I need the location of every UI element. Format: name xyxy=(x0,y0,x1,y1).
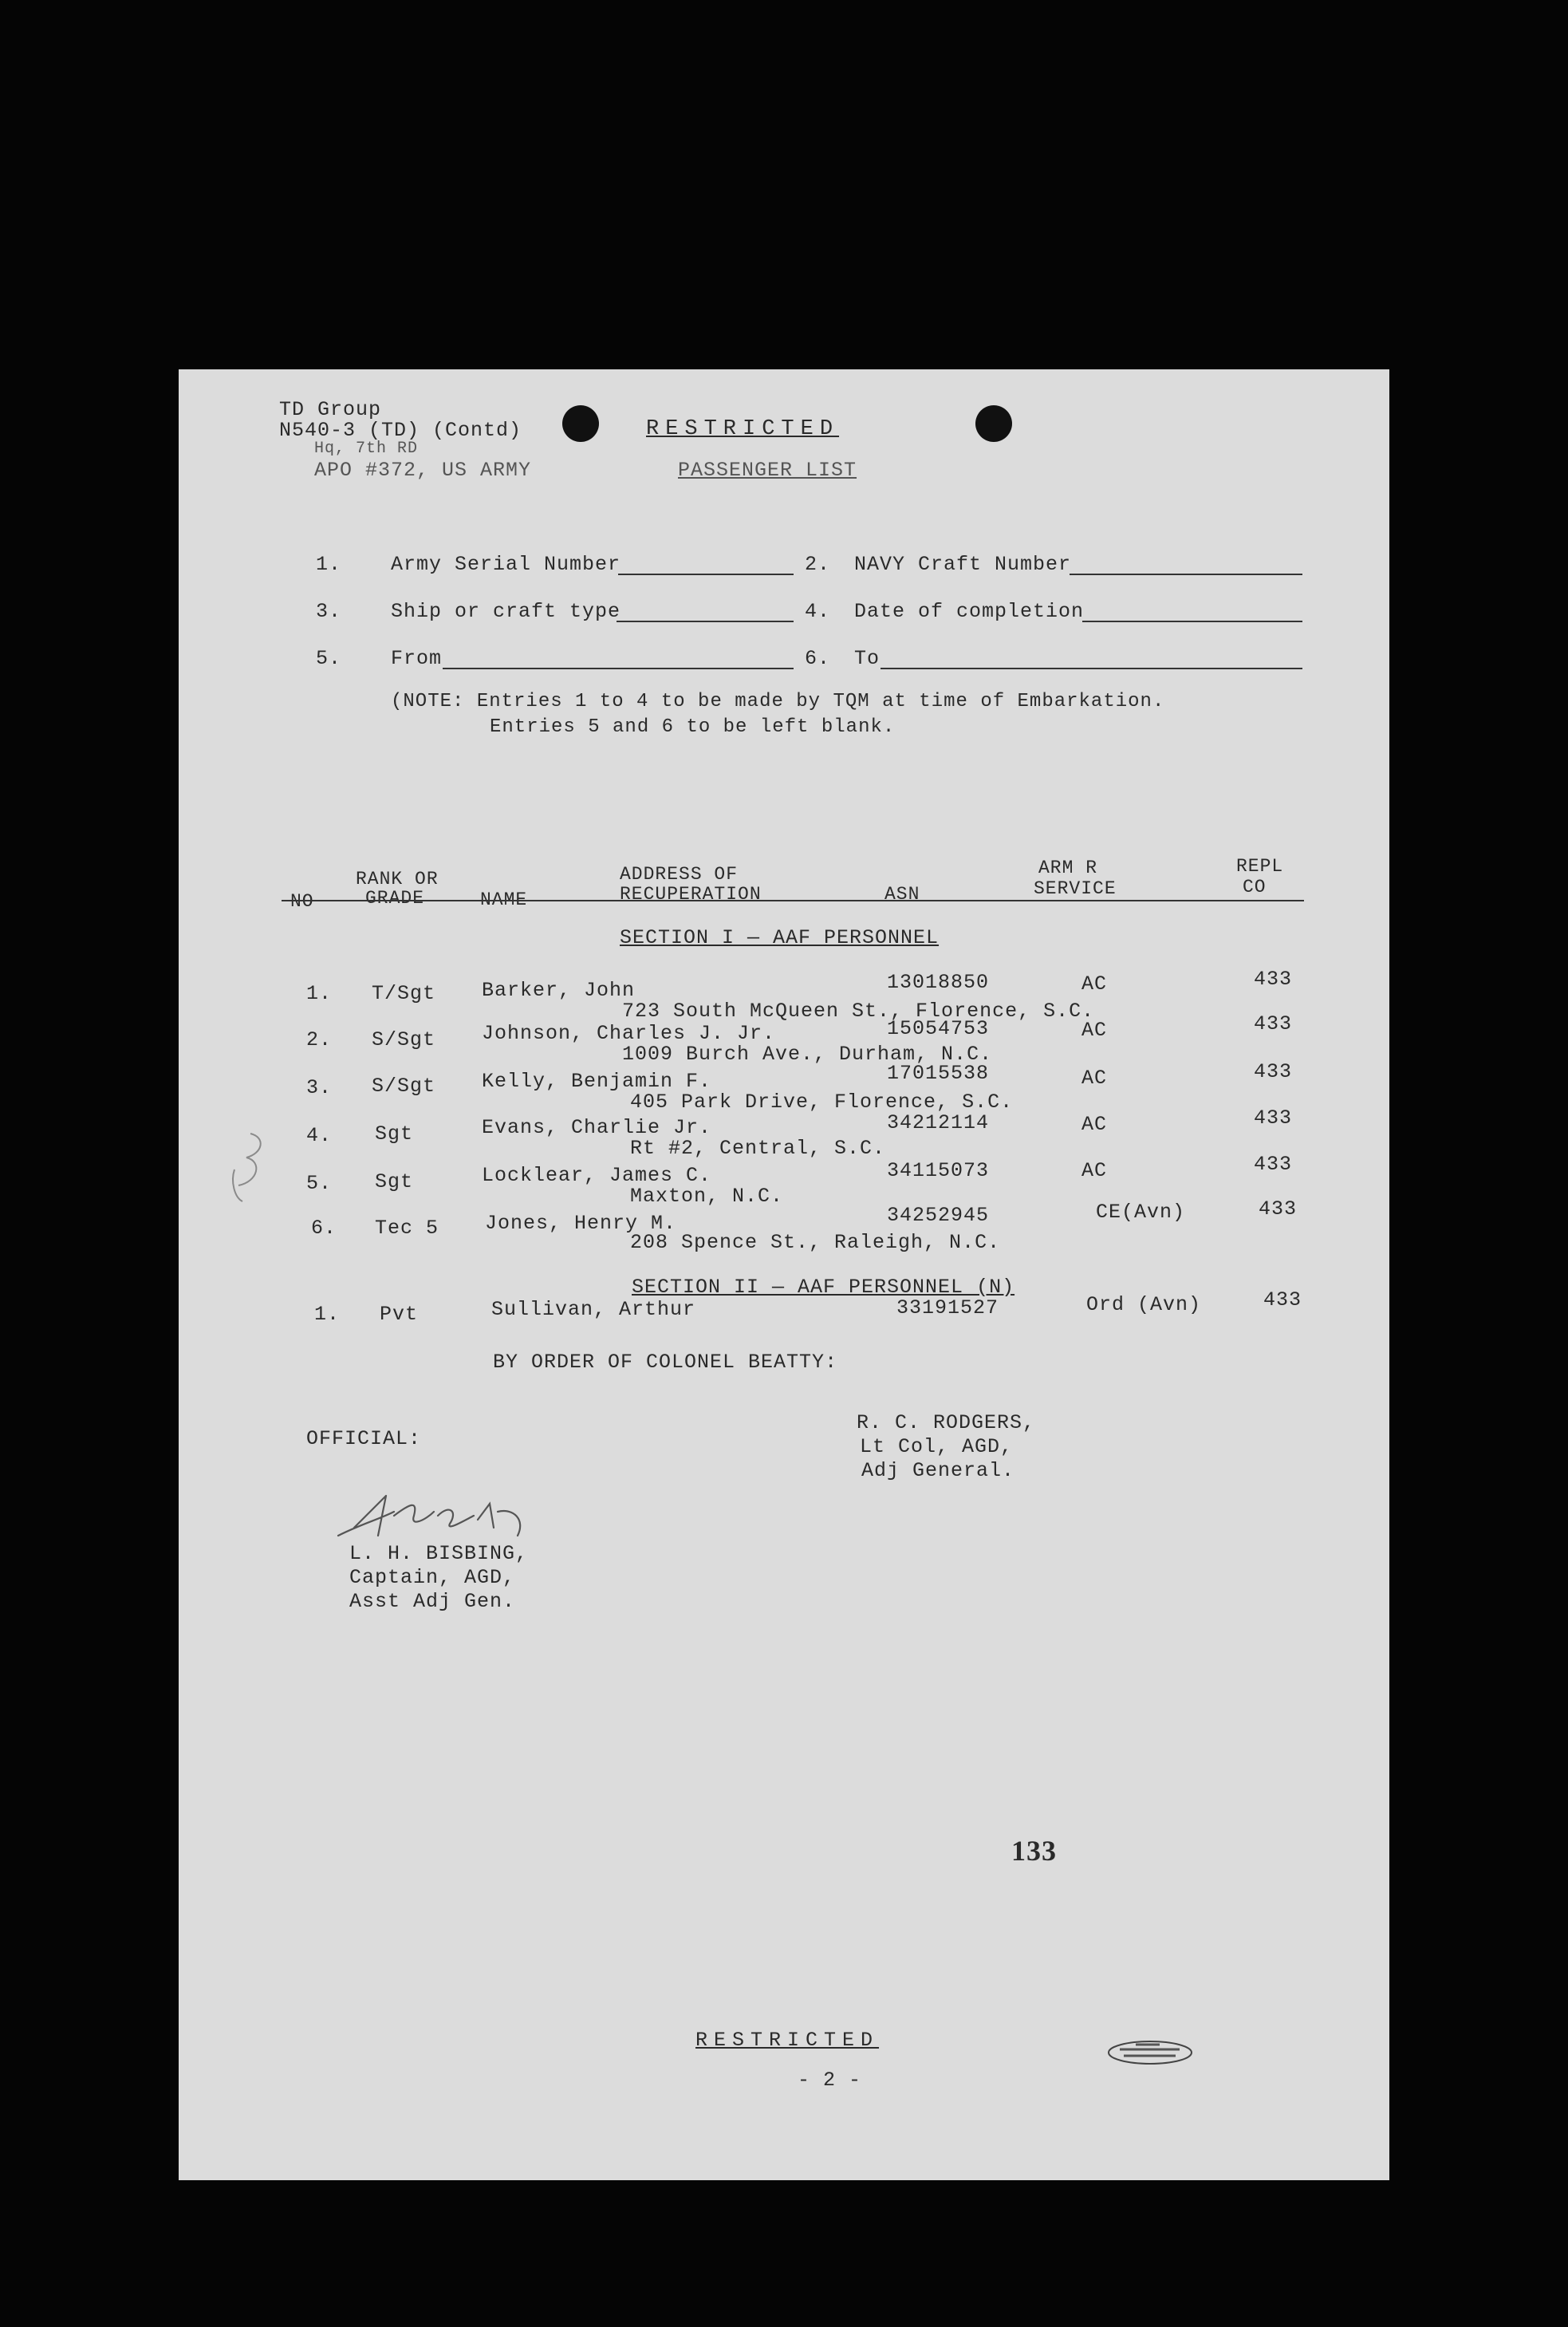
field-4-blank xyxy=(1082,621,1302,622)
row-address: Maxton, N.C. xyxy=(630,1185,784,1208)
official-title: Asst Adj Gen. xyxy=(349,1590,516,1613)
row-rank: S/Sgt xyxy=(372,1028,436,1051)
row-address: 723 South McQueen St., Florence, S.C. xyxy=(622,1000,1095,1023)
field-6-blank xyxy=(881,668,1302,669)
row-arm: CE(Avn) xyxy=(1096,1201,1186,1224)
row-rank: Pvt xyxy=(380,1303,419,1326)
row-asn: 34212114 xyxy=(887,1111,990,1134)
row-asn: 15054753 xyxy=(887,1017,990,1040)
field-2-label: NAVY Craft Number xyxy=(854,553,1072,576)
row-name: Jones, Henry M. xyxy=(485,1212,677,1235)
by-order-line: BY ORDER OF COLONEL BEATTY: xyxy=(493,1351,838,1374)
row-asn: 13018850 xyxy=(887,971,990,994)
row-arm: AC xyxy=(1081,972,1108,996)
official-label: OFFICIAL: xyxy=(306,1427,422,1450)
field-1-blank xyxy=(618,574,794,575)
row-rank: Sgt xyxy=(375,1122,414,1146)
official-rank: Captain, AGD, xyxy=(349,1566,516,1589)
field-5-number: 5. xyxy=(316,647,342,670)
field-4-number: 4. xyxy=(805,600,831,623)
note-line-1: (NOTE: Entries 1 to 4 to be made by TQM at time of Embarkation. xyxy=(391,691,1165,712)
row-address: 405 Park Drive, Florence, S.C. xyxy=(630,1091,1014,1114)
handwritten-signature xyxy=(330,1480,538,1552)
page-marker: - 2 - xyxy=(798,2069,862,2092)
archive-stamp-icon xyxy=(1104,2032,1200,2072)
row-no: 6. xyxy=(311,1217,337,1240)
col-header-rank-1: RANK OR xyxy=(356,869,439,889)
section-1-heading: SECTION I — AAF PERSONNEL xyxy=(620,926,940,949)
field-5-blank xyxy=(443,668,794,669)
col-header-repl-2: CO xyxy=(1243,877,1267,897)
row-rank: Sgt xyxy=(375,1170,414,1193)
classification-header: RESTRICTED xyxy=(646,417,840,441)
row-repl: 433 xyxy=(1254,1153,1293,1176)
field-2-blank xyxy=(1070,574,1302,575)
row-name: Johnson, Charles J. Jr. xyxy=(482,1022,776,1045)
field-6-number: 6. xyxy=(805,647,831,670)
row-asn: 17015538 xyxy=(887,1062,990,1085)
row-asn: 33191527 xyxy=(896,1296,999,1319)
field-5-label: From xyxy=(391,647,443,670)
document-page xyxy=(179,369,1389,2180)
row-no: 1. xyxy=(306,982,333,1005)
col-header-rank-2: GRADE xyxy=(365,888,425,909)
stamped-number: 133 xyxy=(1011,1835,1057,1867)
unit-line-3: Hq, 7th RD xyxy=(314,440,419,458)
document-title: PASSENGER LIST xyxy=(678,459,857,482)
unit-line-4: APO #372, US ARMY xyxy=(314,459,532,482)
signer-rank: Lt Col, AGD, xyxy=(860,1435,1014,1458)
col-header-name: NAME xyxy=(480,889,528,910)
signer-name: R. C. RODGERS, xyxy=(857,1411,1036,1434)
row-name: Kelly, Benjamin F. xyxy=(482,1070,712,1093)
row-repl: 433 xyxy=(1259,1197,1298,1221)
row-no: 1. xyxy=(314,1303,341,1326)
row-no: 2. xyxy=(306,1028,333,1051)
field-3-blank xyxy=(617,621,794,622)
row-no: 4. xyxy=(306,1124,333,1147)
row-arm: AC xyxy=(1081,1113,1108,1136)
field-4-label: Date of completion xyxy=(854,600,1085,623)
row-name: Evans, Charlie Jr. xyxy=(482,1116,712,1139)
row-address: Rt #2, Central, S.C. xyxy=(630,1137,886,1160)
row-rank: S/Sgt xyxy=(372,1075,436,1098)
row-rank: T/Sgt xyxy=(372,982,436,1005)
row-asn: 34252945 xyxy=(887,1204,990,1227)
unit-line-1: TD Group xyxy=(279,398,382,421)
field-1-label: Army Serial Number xyxy=(391,553,621,576)
field-3-number: 3. xyxy=(316,600,342,623)
field-1-number: 1. xyxy=(316,553,342,576)
row-asn: 34115073 xyxy=(887,1159,990,1182)
row-arm: AC xyxy=(1081,1067,1108,1090)
row-repl: 433 xyxy=(1254,1012,1293,1035)
col-header-arm-1: ARM R xyxy=(1038,858,1098,878)
col-header-address-2: RECUPERATION xyxy=(620,884,762,905)
punch-hole-left xyxy=(562,405,599,442)
pencil-margin-mark xyxy=(227,1126,274,1205)
row-address: 208 Spence St., Raleigh, N.C. xyxy=(630,1231,1001,1254)
row-repl: 433 xyxy=(1254,968,1293,991)
field-3-label: Ship or craft type xyxy=(391,600,621,623)
col-header-repl-1: REPL xyxy=(1236,856,1284,877)
row-no: 3. xyxy=(306,1076,333,1099)
note-line-2: Entries 5 and 6 to be left blank. xyxy=(490,716,896,738)
classification-footer: RESTRICTED xyxy=(695,2029,880,2052)
row-no: 5. xyxy=(306,1172,333,1195)
unit-line-2: N540-3 (TD) (Contd) xyxy=(279,419,522,442)
section-2-heading: SECTION II — AAF PERSONNEL (N) xyxy=(632,1276,1015,1299)
field-2-number: 2. xyxy=(805,553,831,576)
row-arm: AC xyxy=(1081,1019,1108,1042)
field-6-label: To xyxy=(854,647,881,670)
official-name: L. H. BISBING, xyxy=(349,1542,529,1565)
row-rank: Tec 5 xyxy=(375,1217,439,1240)
row-repl: 433 xyxy=(1254,1106,1293,1130)
row-repl: 433 xyxy=(1254,1060,1293,1083)
col-header-no: NO xyxy=(290,891,314,912)
col-header-asn: ASN xyxy=(884,884,920,905)
col-header-arm-2: SERVICE xyxy=(1034,878,1117,899)
row-repl: 433 xyxy=(1263,1288,1302,1311)
row-arm: AC xyxy=(1081,1159,1108,1182)
signer-title: Adj General. xyxy=(861,1459,1015,1482)
table-header-rule xyxy=(282,900,1304,901)
row-name: Locklear, James C. xyxy=(482,1164,712,1187)
row-arm: Ord (Avn) xyxy=(1086,1293,1202,1316)
row-name: Sullivan, Arthur xyxy=(491,1298,696,1321)
punch-hole-right xyxy=(975,405,1012,442)
col-header-address-1: ADDRESS OF xyxy=(620,864,739,885)
row-address: 1009 Burch Ave., Durham, N.C. xyxy=(622,1043,993,1066)
row-name: Barker, John xyxy=(482,979,636,1002)
